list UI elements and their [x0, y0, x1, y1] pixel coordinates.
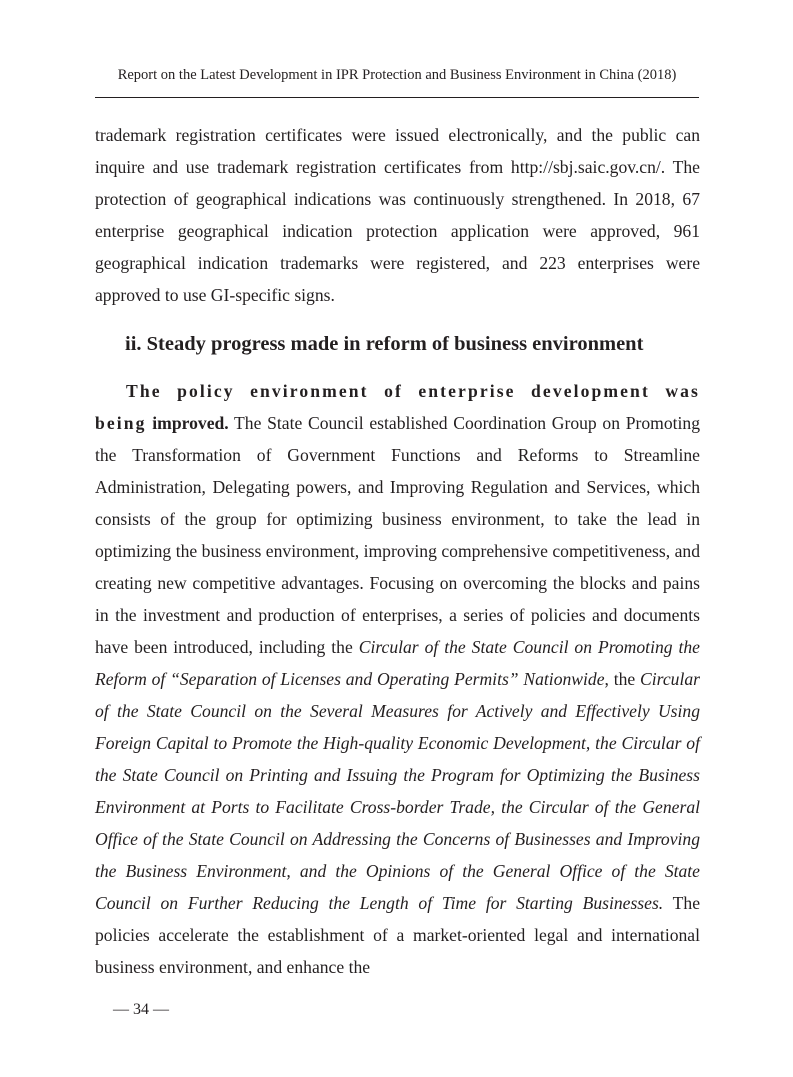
header-rule: [95, 97, 699, 98]
lead-sentence-spaced: The policy environment of enterprise development was being: [95, 381, 700, 433]
section-heading: ii. Steady progress made in reform of business environment: [125, 333, 644, 355]
body-text-2: , the: [604, 669, 641, 689]
italic-circular-titles-2: Circular of the State Council on the Several Measures for Actively and Effectively Using Foreign Capital to Promote the High-quality Economic Development, the Circular of the State Council on Printing and Issuing the Program for Optimizing the Business Environment at Ports to Facilitate Cross-border Trade, the Circular of the General Office of the State Council on Addressing the Concerns of Businesses and Improving the Business Environment, and the Opinions of the General Office of the State Council on Further Reducing the Length of Time for Starting Businesses.: [95, 669, 700, 913]
running-header: Report on the Latest Development in IPR Protection and Business Environment in China (2018): [117, 67, 677, 83]
italic-circular-title-1: Circular of the State Council on Promoting the Reform of “Separation of Licenses and Operating Permits” Nationwide: [95, 637, 700, 689]
lead-sentence-end: improved.: [152, 413, 229, 433]
body-text-3: The policies accelerate the establishment of a market-oriented legal and international business environment, and enhance the: [95, 893, 700, 977]
paragraph-policy-environment: [95, 375, 700, 983]
paragraph-trademark: trademark registration certificates were issued electronically, and the public can inquire and use trademark registration certificates from http://sbj.saic.gov.cn/. The protection of geographical indications was continuously strengthened. In 2018, 67 enterprise geographical indication protection application were approved, 961 geographical indication trademarks were registered, and 223 enterprises were approved to use GI-specific signs.: [95, 125, 700, 305]
body-text-1: The State Council established Coordination Group on Promoting the Transformation of Government Functions and Reforms to Streamline Administration, Delegating powers, and Improving Regulation and Services, which consists of the group for optimizing business environment, to take the lead in optimizing the business environment, improving comprehensive competitiveness, and creating new competitive advantages. Focusing on overcoming the blocks and pains in the investment and production of enterprises, a series of policies and documents have been introduced, including the: [95, 413, 700, 657]
page-number: — 34 —: [113, 1001, 169, 1018]
